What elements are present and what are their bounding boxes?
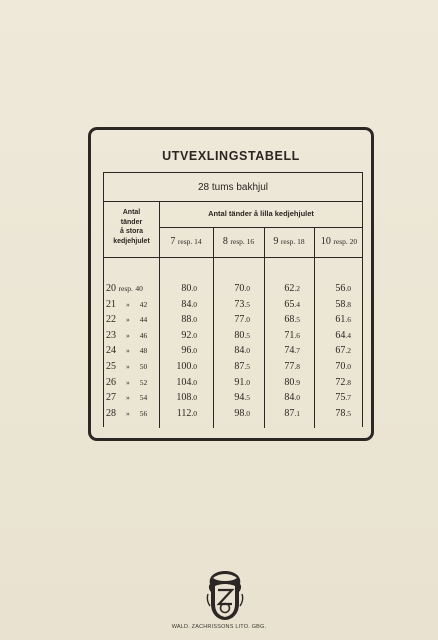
- column-header-number: 9: [273, 236, 279, 247]
- teeth-count: 28: [106, 407, 116, 419]
- teeth-separator: »: [126, 408, 130, 418]
- left-header-line: tänder: [120, 218, 143, 226]
- ratio-value: [270, 314, 300, 325]
- large-sprocket-teeth: [106, 408, 147, 419]
- large-sprocket-teeth: [106, 361, 147, 372]
- ratio-decimal: .8: [294, 362, 300, 371]
- ratio-integer: 75: [335, 392, 346, 404]
- ratio-value: [220, 283, 250, 294]
- left-header-line: kedjehjulet: [113, 237, 150, 245]
- ratio-integer: 84: [234, 345, 245, 357]
- left-header-line: å stora: [120, 228, 143, 235]
- teeth-count: 25: [106, 361, 116, 372]
- ratio-integer: 91: [234, 376, 245, 388]
- teeth-separator: »: [126, 362, 130, 371]
- table-row: [104, 377, 364, 391]
- ratio-value: [167, 361, 197, 372]
- ratio-decimal: .5: [294, 315, 300, 325]
- ratio-integer: 64: [335, 329, 346, 341]
- ratio-integer: 80: [284, 376, 295, 388]
- ratio-value: [167, 330, 197, 341]
- ratio-value: [167, 345, 197, 356]
- teeth-alt-count: 40: [135, 284, 143, 293]
- ratio-decimal: .0: [244, 315, 250, 325]
- table-row: [104, 299, 364, 313]
- ratio-value: [167, 408, 197, 419]
- teeth-count: 27: [106, 392, 116, 404]
- large-sprocket-teeth: [106, 345, 147, 356]
- teeth-count: 24: [106, 345, 116, 357]
- ratio-value: [220, 377, 250, 388]
- ratio-value: [167, 314, 197, 325]
- ratio-integer: 78: [335, 407, 346, 419]
- teeth-separator: resp.: [118, 284, 133, 293]
- teeth-alt-count: 46: [139, 330, 148, 340]
- table-subtitle: 28 tums bakhjul: [197, 182, 269, 193]
- page-title: UTVEXLINGSTABELL: [162, 149, 300, 163]
- ratio-integer: 74: [284, 345, 295, 357]
- ratio-decimal: .0: [191, 346, 197, 356]
- ratio-integer: 56: [335, 283, 346, 294]
- table-row: [104, 392, 364, 406]
- teeth-separator: »: [126, 330, 130, 340]
- ratio-decimal: .5: [244, 299, 250, 309]
- ratio-integer: 84: [181, 298, 192, 310]
- ratio-decimal: .0: [191, 377, 197, 387]
- ratio-decimal: .0: [191, 393, 197, 403]
- ratio-value: [321, 345, 351, 356]
- ratio-value: [270, 408, 300, 419]
- ratio-integer: 98: [234, 407, 245, 419]
- teeth-alt-count: 56: [139, 408, 148, 418]
- ratio-integer: 58: [335, 298, 346, 310]
- ratio-integer: 96: [181, 345, 192, 357]
- ratio-decimal: .6: [345, 315, 351, 325]
- table-rule: [104, 201, 362, 202]
- teeth-separator: »: [126, 377, 130, 387]
- teeth-count: 23: [106, 329, 116, 341]
- publisher-logo-icon: [206, 570, 244, 622]
- ratio-integer: 68: [284, 314, 295, 326]
- ratio-decimal: .2: [345, 346, 351, 356]
- ratio-value: [270, 377, 300, 388]
- ratio-value: [220, 408, 250, 419]
- ratio-decimal: .5: [244, 362, 250, 371]
- ratio-value: [321, 314, 351, 325]
- column-header-10: [314, 236, 364, 250]
- ratio-value: [270, 392, 300, 403]
- large-sprocket-teeth: [106, 283, 143, 294]
- ratio-value: [220, 299, 250, 310]
- ratio-integer: 87: [284, 407, 295, 419]
- ratio-decimal: .7: [345, 393, 351, 403]
- left-header-line: Antal: [122, 209, 141, 216]
- ratio-decimal: .7: [294, 346, 300, 356]
- ratio-value: [321, 283, 351, 294]
- large-sprocket-teeth: [106, 330, 147, 341]
- column-header-number: 8: [222, 236, 228, 247]
- ratio-decimal: .0: [244, 346, 250, 356]
- ratio-integer: 77: [284, 361, 295, 372]
- ratio-integer: 77: [234, 314, 245, 326]
- ratio-decimal: .0: [345, 284, 351, 293]
- ratio-value: [321, 392, 351, 403]
- ratio-integer: 80: [234, 329, 245, 341]
- ratio-value: [270, 299, 300, 310]
- ratio-value: [167, 392, 197, 403]
- ratio-decimal: .0: [191, 330, 197, 340]
- ratio-value: [321, 330, 351, 341]
- ratio-integer: 94: [234, 392, 245, 404]
- ratio-value: [167, 283, 197, 294]
- column-header-number: 10: [320, 236, 331, 247]
- ratio-value: [220, 314, 250, 325]
- ratio-decimal: .0: [244, 408, 250, 418]
- ratio-integer: 88: [181, 314, 192, 326]
- ratio-decimal: .4: [294, 299, 300, 309]
- large-sprocket-teeth: [106, 377, 147, 388]
- column-header-9: [264, 236, 314, 250]
- left-column-header: [104, 208, 159, 246]
- ratio-decimal: .0: [294, 393, 300, 403]
- column-header-resp: resp. 20: [333, 237, 358, 246]
- ratio-decimal: .5: [244, 393, 250, 403]
- teeth-separator: »: [126, 346, 130, 356]
- ratio-decimal: .0: [191, 284, 197, 293]
- table-row: [104, 330, 364, 344]
- ratio-value: [270, 330, 300, 341]
- ratio-integer: 104: [176, 376, 192, 388]
- ratio-integer: 100: [176, 361, 192, 372]
- ratio-integer: 80: [181, 283, 192, 294]
- ratio-decimal: .5: [244, 330, 250, 340]
- ratio-value: [321, 377, 351, 388]
- teeth-count: 22: [106, 314, 116, 326]
- column-header-number: 7: [170, 236, 176, 247]
- publisher-imprint: WALD. ZACHRISSONS LITO. GBG.: [171, 624, 267, 630]
- ratio-decimal: .0: [191, 362, 197, 371]
- ratio-integer: 67: [335, 345, 346, 357]
- ratio-integer: 108: [176, 392, 192, 404]
- teeth-count: 20: [106, 283, 116, 294]
- teeth-separator: »: [126, 393, 130, 403]
- table-row: [104, 361, 364, 375]
- teeth-alt-count: 42: [139, 299, 148, 309]
- ratio-decimal: .0: [191, 299, 197, 309]
- teeth-alt-count: 44: [139, 315, 148, 325]
- table-rule: [159, 227, 362, 228]
- ratio-value: [167, 377, 197, 388]
- ratio-integer: 61: [335, 314, 346, 326]
- ratio-integer: 87: [234, 361, 245, 372]
- column-header-8: [213, 236, 264, 250]
- ratio-decimal: .0: [244, 377, 250, 387]
- ratio-integer: 65: [284, 298, 295, 310]
- ratio-integer: 84: [284, 392, 295, 404]
- gear-ratio-table: [103, 172, 363, 427]
- top-column-header: Antal tänder å lilla kedjehjulet: [208, 209, 314, 218]
- teeth-alt-count: 48: [139, 346, 148, 356]
- table-row: [104, 408, 364, 422]
- ratio-integer: 70: [335, 361, 346, 372]
- large-sprocket-teeth: [106, 299, 147, 310]
- table-rule: [104, 257, 362, 258]
- ratio-value: [220, 345, 250, 356]
- ratio-integer: 73: [234, 298, 245, 310]
- table-row: [104, 314, 364, 328]
- ratio-integer: 71: [284, 329, 295, 341]
- teeth-separator: »: [126, 315, 130, 325]
- ratio-decimal: .5: [345, 408, 351, 418]
- ratio-value: [220, 330, 250, 341]
- ratio-value: [270, 283, 300, 294]
- large-sprocket-teeth: [106, 314, 147, 325]
- teeth-alt-count: 50: [139, 362, 148, 371]
- ratio-integer: 62: [284, 283, 295, 294]
- ratio-value: [321, 361, 351, 372]
- column-header-resp: resp. 14: [177, 237, 202, 246]
- ratio-value: [167, 299, 197, 310]
- ratio-value: [270, 345, 300, 356]
- teeth-alt-count: 52: [139, 377, 148, 387]
- ratio-decimal: .1: [294, 408, 300, 418]
- ratio-decimal: .0: [191, 315, 197, 325]
- gear-ratio-frame: [88, 127, 374, 441]
- ratio-decimal: .6: [294, 330, 300, 340]
- teeth-count: 21: [106, 298, 116, 310]
- ratio-decimal: .0: [244, 284, 250, 293]
- ratio-decimal: .0: [345, 362, 351, 371]
- column-header-resp: resp. 18: [280, 237, 305, 246]
- ratio-integer: 92: [181, 329, 192, 341]
- ratio-integer: 112: [176, 407, 192, 419]
- ratio-integer: 72: [335, 376, 346, 388]
- column-header-7: [159, 236, 213, 250]
- teeth-separator: »: [126, 299, 130, 309]
- column-header-resp: resp. 16: [230, 237, 255, 246]
- teeth-alt-count: 54: [139, 393, 148, 403]
- ratio-value: [321, 299, 351, 310]
- teeth-count: 26: [106, 376, 116, 388]
- ratio-value: [220, 392, 250, 403]
- table-row: [104, 345, 364, 359]
- ratio-value: [220, 361, 250, 372]
- ratio-value: [270, 361, 300, 372]
- large-sprocket-teeth: [106, 392, 147, 403]
- table-row: [104, 283, 364, 297]
- ratio-decimal: .8: [345, 299, 351, 309]
- ratio-decimal: .2: [294, 284, 300, 293]
- ratio-value: [321, 408, 351, 419]
- ratio-decimal: .4: [345, 330, 351, 340]
- ratio-decimal: .0: [191, 408, 197, 418]
- ratio-decimal: .9: [294, 377, 300, 387]
- ratio-decimal: .8: [345, 377, 351, 387]
- ratio-integer: 70: [234, 283, 245, 294]
